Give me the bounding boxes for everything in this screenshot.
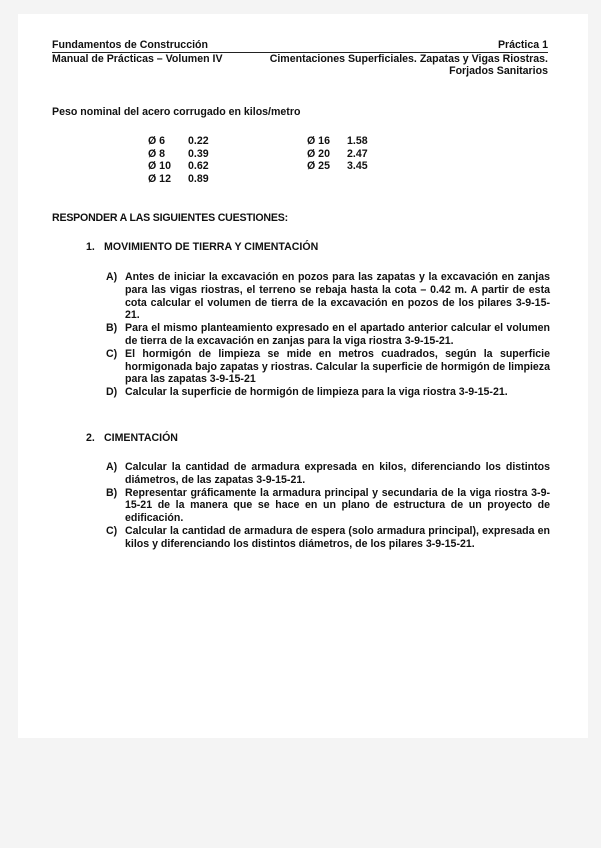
list-item: [106, 271, 550, 322]
item-label: A): [106, 461, 118, 473]
list-item: [106, 322, 550, 348]
item-text: Calcular la superficie de hormigón de limpieza para la viga riostra 3-9-15-21.: [125, 386, 508, 399]
diameter: Ø 20: [307, 147, 330, 160]
weight-row: [148, 135, 228, 148]
section-heading: CIMENTACIÓN: [104, 432, 178, 444]
item-text: Calcular la cantidad de armadura expresada en kilos, diferenciando los distintos diámetros, de las zapatas 3-9-15-21.: [125, 461, 550, 486]
course-title: Fundamentos de Construcción: [52, 39, 208, 51]
weight-value: 0.89: [188, 172, 209, 185]
diameter: Ø 25: [307, 160, 330, 172]
weight-row: [148, 160, 228, 173]
list-item: [106, 487, 550, 525]
weight-value: 0.22: [188, 135, 209, 147]
diameter: Ø 8: [148, 147, 166, 160]
item-text: Representar gráficamente la armadura principal y secundaria de la viga riostra 3-9-15-21 de la manera que se hace en un plano de estructura de un proyecto de edificación.: [125, 486, 550, 525]
item-label: A): [106, 271, 118, 283]
weight-row: [307, 160, 387, 173]
weights-title: Peso nominal del acero corrugado en kilos/metro: [52, 106, 301, 118]
section-heading: MOVIMIENTO DE TIERRA Y CIMENTACIÓN: [104, 241, 319, 253]
diameter: Ø 10: [148, 160, 171, 172]
item-text: Para el mismo planteamiento expresado en el apartado anterior calcular el volumen de tierra de la excavación en zanjas para la viga riostra 3-9-15-21.: [125, 322, 550, 347]
topic-line-1: Cimentaciones Superficiales. Zapatas y Vigas Riostras.: [269, 53, 548, 65]
weight-row: [307, 148, 387, 161]
section-1-title: [86, 241, 318, 253]
questions-title: RESPONDER A LAS SIGUIENTES CUESTIONES:: [52, 212, 288, 224]
document-page: [18, 14, 588, 738]
diameter: Ø 6: [148, 135, 166, 147]
weights-table-left: [148, 135, 228, 185]
manual-title: Manual de Prácticas – Volumen IV: [52, 53, 223, 65]
diameter: Ø 16: [307, 135, 330, 147]
list-item: [106, 525, 550, 551]
item-text: El hormigón de limpieza se mide en metros cuadrados, según la superficie hormigonada bajo zapatas y riostras. Calcular la superficie de hormigón de limpieza para las zapatas 3-9-15-21: [125, 347, 550, 386]
topic-title: [270, 53, 548, 77]
section-number: 1.: [86, 241, 95, 253]
list-item: [106, 386, 550, 399]
section-1-items: [106, 271, 550, 399]
weight-value: 0.62: [188, 160, 209, 172]
item-label: B): [106, 322, 118, 335]
section-number: 2.: [86, 432, 95, 444]
item-label: C): [106, 347, 118, 360]
item-text: Antes de iniciar la excavación en pozos para las zapatas y la excavación en zanjas para las vigas riostras, el terreno se rebaja hasta la cota – 0.42 m. A partir de esta cota calcular el volumen de tierra de la excavación en pozos de los pilares 3-9-15-21.: [125, 271, 550, 322]
section-2-title: [86, 432, 178, 444]
header-row-1: [52, 39, 548, 53]
list-item: [106, 348, 550, 386]
weight-value: 2.47: [347, 147, 368, 160]
diameter: Ø 12: [148, 172, 171, 185]
section-2-items: [106, 461, 550, 551]
item-label: B): [106, 486, 118, 499]
weight-value: 3.45: [347, 160, 368, 172]
weight-value: 0.39: [188, 147, 209, 160]
item-label: C): [106, 524, 118, 537]
weight-row: [148, 148, 228, 161]
list-item: [106, 461, 550, 487]
weights-table-right: [307, 135, 387, 173]
weight-value: 1.58: [347, 135, 368, 147]
item-text: Calcular la cantidad de armadura de espera (solo armadura principal), expresada en kilos y diferenciando los distintos diámetros, de los pilares 3-9-15-21.: [125, 524, 550, 550]
item-label: D): [106, 386, 118, 399]
weight-row: [148, 173, 228, 186]
topic-line-2: Forjados Sanitarios: [449, 65, 548, 77]
weight-row: [307, 135, 387, 148]
practice-number: Práctica 1: [497, 39, 548, 51]
